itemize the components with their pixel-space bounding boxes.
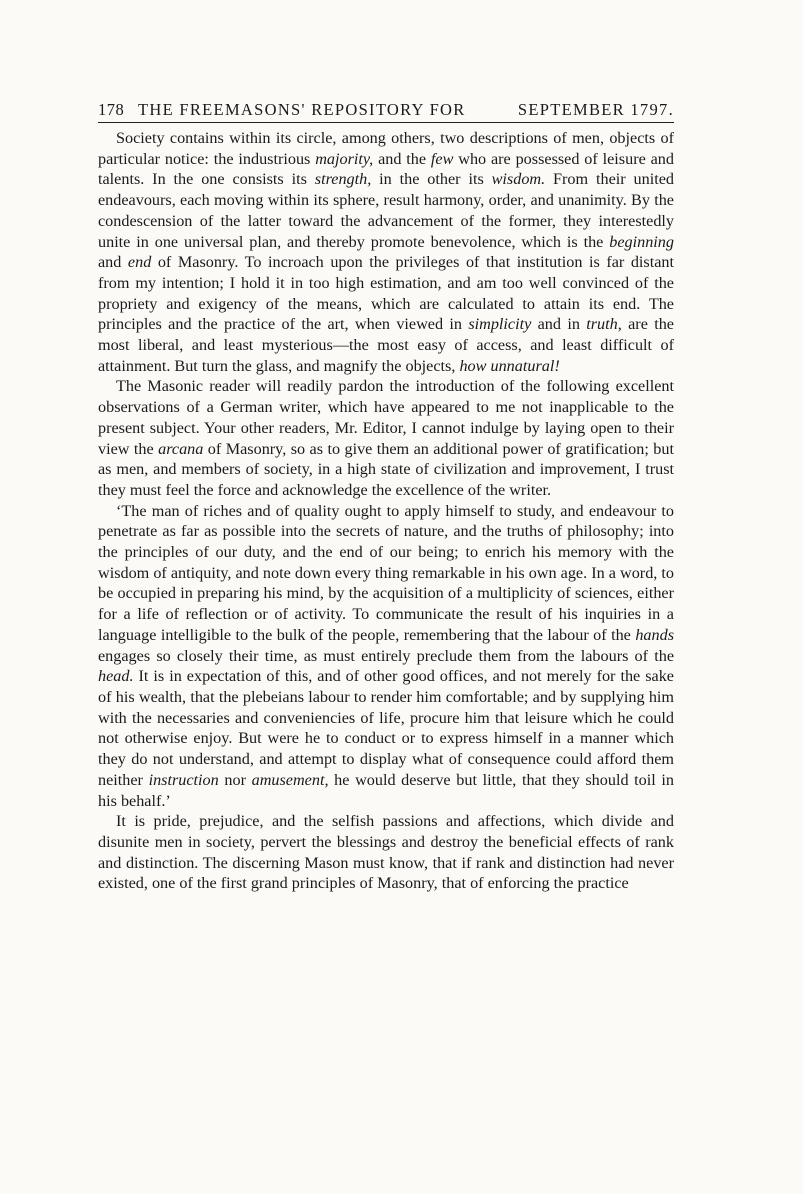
paragraph-society: Society contains within its circle, among others, two descriptions of men, objects of particular notice: the industrious majority, and the few who are possessed of leisure and talents. In the one consists its strength, in the other its wisdom. From their united endeavours, each moving within its sphere, result harmony, order, and unanimity. By the condescension of the latter toward the advancement of the former, they interestedly unite in one universal plan, and thereby promote benevolence, which is the beginning and end of Masonry. To incroach upon the privileges of that institution is far distant from my intention; I hold it in too high estimation, and am too well convinced of the propriety and exigency of the means, which are calculated to attain its end. The principles and the practice of the art, when viewed in simplicity and in truth, are the most liberal, and least mysterious—the most easy of access, and least difficult of attainment. But turn the glass, and magnify the objects, how unnatural! <box>98 129 675 375</box>
paragraph-quotation: ‘The man of riches and of quality ought to apply himself to study, and endeavour to penetrate as far as possible into the secrets of nature, and the truths of philosophy; into the principles of our duty, and the end of our being; to enrich his memory with the wisdom of antiquity, and note down every thing remarkable in his own age. In a word, to be occupied in preparing his mind, by the acquisition of a multiplicity of sciences, either for a life of reflection or of activity. To communicate the result of his inquiries in a language intelligible to the bulk of the people, remembering that the labour of the hands engages so closely their time, as must entirely preclude them from the labours of the head. It is in expectation of this, and of other good offices, and not merely for the sake of his wealth, that the plebeians labour to render him comfortable; and by supplying him with the necessaries and conveniencies of life, procure him that leisure which he could not otherwise enjoy. But were he to conduct or to express himself in a manner which they do not understand, and attempt to display what of consequence could afford them neither instruction nor amusement, he would deserve but little, that they should toil in his behalf.’ <box>98 501 675 810</box>
page-number: 178 <box>98 100 125 119</box>
running-title: THE FREEMASONS' REPOSITORY FOR <box>138 100 466 119</box>
running-head <box>98 94 674 123</box>
paragraph-masonic-reader: The Masonic reader will readily pardon the introduction of the following excellent observations of a German writer, which have appeared to me not inapplicable to the present subject. Your other readers, Mr. Editor, I cannot indulge by laying open to their view the arcana of Masonry, so as to give them an additional power of gratification; but as men, and members of society, in a high state of civilization and improvement, I trust they must feel the force and acknowledge the excellence of the writer. <box>98 377 674 499</box>
paragraph-pride: It is pride, prejudice, and the selfish passions and affections, which divide and disunite men in society, pervert the blessings and destroy the beneficial effects of rank and distinction. The discerning Mason must know, that if rank and distinction had never existed, one of the first grand principles of Masonry, that of enforcing the practice <box>98 812 674 893</box>
running-date: SEPTEMBER 1797. <box>517 100 674 119</box>
body-text <box>98 128 674 894</box>
